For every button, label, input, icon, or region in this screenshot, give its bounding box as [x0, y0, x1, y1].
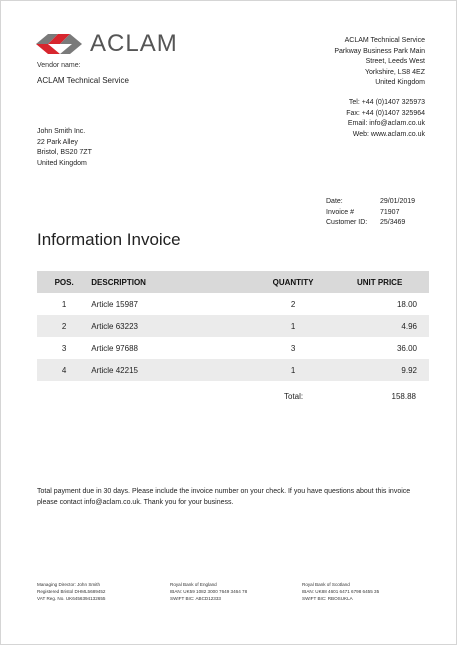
recipient-line: 22 Park Alley	[37, 138, 78, 146]
address-line: Parkway Business Park Main	[334, 47, 425, 55]
meta-invoice-value: 71907	[380, 208, 400, 216]
address-line: United Kingdom	[375, 79, 425, 86]
meta-invoice	[326, 208, 415, 219]
meta-date-label: Date:	[326, 198, 343, 205]
table-row	[37, 359, 429, 381]
cell-pos: 2	[37, 315, 91, 337]
contact-fax: Fax: +44 (0)1407 325964	[346, 109, 425, 117]
footer-line: IBAN: UK59 1082 3000 7649 3464 78	[170, 589, 248, 594]
contact-web[interactable]: Web: www.aclam.co.uk	[352, 130, 425, 138]
cell-description: Article 42215	[91, 359, 256, 381]
header-description: DESCRIPTION	[91, 271, 256, 293]
footer-line: Royal Bank of Scotland	[302, 582, 350, 587]
header-unit-price: UNIT PRICE	[330, 271, 429, 293]
company-address	[334, 36, 425, 89]
table-header-row	[37, 271, 429, 293]
meta-date	[326, 197, 415, 208]
footer-line: Registered Bristol DHML5689452	[37, 589, 106, 594]
invoice-meta	[326, 197, 415, 229]
page-title: Information Invoice	[37, 230, 181, 249]
footer-line: VAT Reg. No. UK6456394132655	[37, 596, 106, 601]
footer-bank-england	[170, 581, 247, 602]
footer-bank-scotland	[302, 581, 379, 602]
footer-line: Royal Bank of England	[170, 582, 217, 587]
recipient-line: John Smith Inc.	[37, 128, 86, 135]
cell-unit-price: 9.92	[330, 359, 429, 381]
meta-invoice-label: Invoice #	[326, 208, 355, 216]
cell-quantity: 3	[290, 343, 296, 353]
table-row	[37, 293, 429, 315]
cell-quantity: 2	[290, 299, 296, 309]
recipient-line: Bristol, BS20 7ZT	[37, 149, 92, 156]
contact-email[interactable]: Email: info@aclam.co.uk	[347, 120, 425, 127]
header-quantity: QUANTITY	[256, 271, 330, 293]
footer-line: SWIFT BIC: RBOSUKLA	[302, 596, 353, 601]
cell-pos: 3	[61, 343, 67, 353]
vendor-label: Vendor name:	[37, 62, 81, 69]
meta-customer-label: Customer ID:	[326, 219, 368, 226]
footer-company-info	[37, 581, 105, 602]
cell-pos: 4	[37, 359, 91, 381]
aclam-logo-icon	[36, 31, 84, 57]
meta-date-value: 29/01/2019	[380, 198, 416, 205]
cell-description: Article 97688	[91, 343, 138, 353]
payment-note: Total payment due in 30 days. Please include the invoice number on your check. If you have questions about this invoice please contact info@aclam.co.uk. Thank you for your business.	[37, 488, 411, 506]
cell-unit-price: 36.00	[396, 343, 417, 353]
cell-unit-price: 18.00	[396, 299, 417, 309]
vendor-name: ACLAM Technical Service	[37, 76, 129, 85]
meta-customer	[326, 218, 415, 229]
header-pos: POS.	[37, 271, 91, 293]
company-logo	[36, 30, 178, 58]
cell-unit-price: 4.96	[330, 315, 429, 337]
cell-description: Article 15987	[91, 299, 138, 309]
items-table	[37, 271, 429, 381]
logo-text: ACLAM	[90, 30, 178, 57]
company-contact	[346, 98, 425, 140]
table-row	[37, 315, 429, 337]
address-line: Yorkshire, LS8 4EZ	[364, 68, 425, 76]
table-row	[37, 337, 429, 359]
meta-customer-value: 25/3469	[380, 219, 406, 226]
cell-description: Article 63223	[91, 315, 256, 337]
footer-line: Managing Director: John Smith	[37, 582, 101, 587]
footer-line: SWIFT BIC: ABCD12333	[170, 596, 221, 601]
footer-line: IBAN: UK88 4601 6471 6798 6455 35	[302, 589, 380, 594]
total-label: Total:	[284, 392, 304, 401]
cell-quantity: 1	[256, 359, 330, 381]
address-line: Street, Leeds West	[365, 58, 425, 65]
contact-phone: Tel: +44 (0)1407 325973	[348, 99, 425, 106]
cell-quantity: 1	[256, 315, 330, 337]
total-value: 158.88	[391, 392, 416, 401]
recipient-address	[37, 127, 92, 169]
recipient-line: United Kingdom	[37, 159, 87, 167]
cell-pos: 1	[61, 299, 67, 309]
address-line: ACLAM Technical Service	[344, 37, 425, 44]
